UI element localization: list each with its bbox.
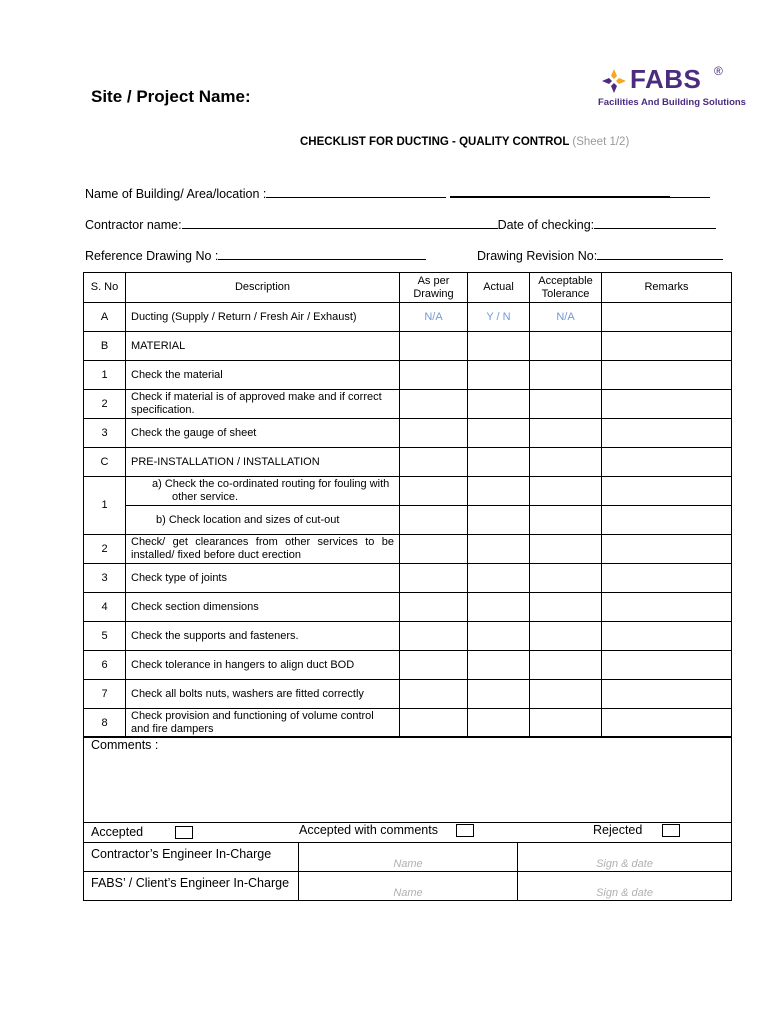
- row-sno: C: [84, 448, 126, 477]
- row-sno: 7: [84, 680, 126, 709]
- document-heading: [300, 136, 629, 148]
- header-remarks: Remarks: [602, 273, 732, 303]
- contractor-sign-field[interactable]: Sign & date: [518, 843, 732, 872]
- drawing-label: Reference Drawing No :: [85, 249, 219, 263]
- header-description: Description: [126, 273, 400, 303]
- accepted-with-comments-label: Accepted with comments: [299, 823, 438, 837]
- row-sno: 2: [84, 390, 126, 419]
- building-label: Name of Building/ Area/location :: [85, 187, 267, 201]
- logo-registered: ®: [714, 64, 723, 78]
- row-description: Ducting (Supply / Return / Fresh Air / Exhaust): [126, 303, 400, 332]
- row-actual: Y / N: [468, 303, 530, 332]
- row-description: PRE-INSTALLATION / INSTALLATION: [126, 448, 400, 477]
- table-row: [84, 593, 732, 622]
- row-sno: B: [84, 332, 126, 361]
- table-row: [84, 680, 732, 709]
- table-row: [84, 564, 732, 593]
- table-row: [84, 535, 732, 564]
- accepted-with-comments-checkbox[interactable]: [456, 824, 474, 837]
- row-description: Check tolerance in hangers to align duct BOD: [126, 651, 400, 680]
- contractor-name-field[interactable]: Name: [299, 843, 518, 872]
- heading-text: CHECKLIST FOR DUCTING - QUALITY CONTROL: [300, 136, 570, 148]
- drawing-field[interactable]: [85, 247, 426, 263]
- table-row: [84, 303, 732, 332]
- table-row: [84, 709, 732, 738]
- row-description: Check the material: [126, 361, 400, 390]
- site-project-title: Site / Project Name:: [91, 87, 251, 106]
- table-row: [84, 506, 732, 535]
- table-row: [84, 477, 732, 506]
- row-sno: 1: [84, 361, 126, 390]
- row-remarks[interactable]: [602, 303, 732, 332]
- row-description: Check the gauge of sheet: [126, 419, 400, 448]
- row-sno: 3: [84, 564, 126, 593]
- row-sno: 5: [84, 622, 126, 651]
- table-row: [84, 361, 732, 390]
- row-description: Check all bolts nuts, washers are fitted correctly: [126, 680, 400, 709]
- fabs-cross-icon: [600, 67, 628, 95]
- logo-brand: FABS: [630, 64, 702, 94]
- contractor-engineer-label: Contractor’s Engineer In-Charge: [84, 843, 299, 872]
- table-row: [84, 332, 732, 361]
- row-sno: 1: [84, 477, 126, 535]
- row-description: Check the supports and fasteners.: [126, 622, 400, 651]
- row-sno: 4: [84, 593, 126, 622]
- revision-label: Drawing Revision No:: [477, 249, 598, 263]
- row-sno: A: [84, 303, 126, 332]
- logo-tagline: Facilities And Building Solutions: [598, 97, 746, 108]
- row-tolerance: N/A: [530, 303, 602, 332]
- approval-table: [83, 736, 732, 901]
- revision-field[interactable]: [477, 247, 723, 263]
- row-description: MATERIAL: [126, 332, 400, 361]
- rejected-label: Rejected: [593, 823, 643, 837]
- table-row: [84, 622, 732, 651]
- client-name-field[interactable]: Name: [299, 872, 518, 901]
- header-as-per-drawing: As per Drawing: [400, 273, 468, 303]
- row-description: Check provision and functioning of volume control and fire dampers: [126, 709, 400, 738]
- row-sno: 3: [84, 419, 126, 448]
- header-tolerance: Acceptable Tolerance: [530, 273, 602, 303]
- decision-row: [84, 823, 732, 843]
- row-description: Check/ get clearances from other services to be installed/ fixed before duct erection: [126, 535, 400, 564]
- accepted-checkbox[interactable]: [175, 826, 193, 839]
- row-as-per-drawing: N/A: [400, 303, 468, 332]
- row-sno: 6: [84, 651, 126, 680]
- rejected-checkbox[interactable]: [662, 824, 680, 837]
- contractor-field[interactable]: [85, 216, 716, 232]
- fabs-logo: [598, 64, 746, 110]
- row-description: Check if material is of approved make and if correct specification.: [126, 390, 400, 419]
- table-row: [84, 419, 732, 448]
- comments-box[interactable]: [84, 737, 732, 823]
- row-sub-item-a: a) Check the co-ordinated routing for fouling with other service.: [126, 477, 400, 506]
- row-sno: 8: [84, 709, 126, 738]
- row-sno: 2: [84, 535, 126, 564]
- table-row: [84, 651, 732, 680]
- header-sno: S. No: [84, 273, 126, 303]
- building-field[interactable]: [85, 184, 710, 201]
- table-header-row: [84, 273, 732, 303]
- client-sign-field[interactable]: Sign & date: [518, 872, 732, 901]
- contractor-label: Contractor name:: [85, 218, 182, 232]
- table-row: [84, 390, 732, 419]
- row-description: Check type of joints: [126, 564, 400, 593]
- date-label: Date of checking:: [497, 218, 595, 232]
- checklist-table: [83, 272, 732, 738]
- accepted-label: Accepted: [91, 824, 144, 839]
- row-description: Check section dimensions: [126, 593, 400, 622]
- comments-label: Comments :: [91, 738, 159, 752]
- sheet-number: (Sheet 1/2): [572, 136, 630, 148]
- table-row: [84, 448, 732, 477]
- client-engineer-label: FABS’ / Client’s Engineer In-Charge: [84, 872, 299, 901]
- row-sub-item-b: b) Check location and sizes of cut-out: [126, 506, 400, 535]
- header-actual: Actual: [468, 273, 530, 303]
